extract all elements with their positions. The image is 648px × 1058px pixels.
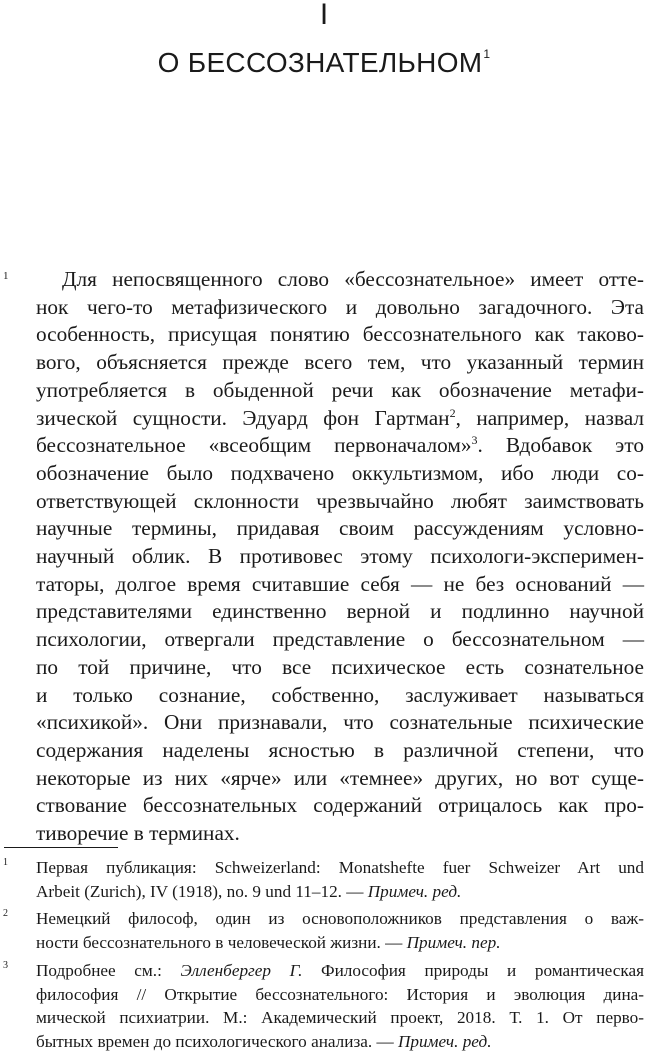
footnote-3	[0, 959, 644, 1054]
footnote-2	[0, 907, 644, 954]
body-line: по той причине, что все психическое есть сознательное	[36, 654, 644, 679]
footnote-line	[36, 959, 644, 983]
body-line-text: , например, назвал	[455, 405, 644, 430]
footnote-text: Философия природы и романтическая	[302, 960, 644, 980]
body-line: обозначение было подхвачено оккультизмом, ибо люди со-	[36, 460, 644, 485]
body-line-text: . Вдобавок это	[477, 433, 644, 458]
footnote-line	[36, 1030, 644, 1054]
chapter-number: I	[319, 0, 329, 31]
body-line: представителями единственно верной и подлинно научной	[36, 599, 644, 624]
body-line: тиворечие в терминах.	[36, 821, 240, 846]
body-line: научные термины, придавая своим рассуждениям условно-	[36, 516, 644, 541]
footnote-line: философия // Открытие бессознательного: История и эволюция дина-	[36, 984, 644, 1004]
footnote-line: Немецкий философ, один из основоположников представления о важ-	[36, 909, 644, 929]
body-paragraph	[36, 266, 644, 848]
footnote-ref-3[interactable]: 3	[471, 433, 478, 448]
footnote-text: бытных времен до психологического анализа. —	[36, 1031, 398, 1051]
paragraph-marker: 1	[3, 270, 9, 282]
body-line: нок чего-то метафизического и довольно загадочного. Эта	[36, 294, 644, 319]
footnote-number: 1	[3, 857, 8, 868]
footnote-editor-note: Примеч. ред.	[367, 881, 462, 901]
footnote-line: мической психиатрии. М.: Академический проект, 2018. Т. 1. От перво-	[36, 1008, 644, 1028]
body-line: вого, объясняется прежде всего тем, что указанный термин	[36, 350, 644, 375]
footnotes	[0, 856, 648, 1058]
footnote-ref-2[interactable]: 2	[449, 405, 456, 420]
body-line-text: бессознательное «всеобщим первоначалом»	[36, 433, 472, 458]
footnote-text: Arbeit (Zurich), IV (1918), no. 9 und 11–12. —	[36, 881, 368, 901]
body-line: особенность, присущая понятию бессознательного как таково-	[36, 322, 644, 347]
footnote-number: 2	[3, 908, 8, 920]
body-line: Для непосвященного слово «бессознательное» имеет отте-	[62, 267, 644, 291]
chapter-title-footnote-ref[interactable]: 1	[483, 47, 491, 61]
footnote-translator-note: Примеч. пер.	[406, 933, 501, 953]
body-line: таторы, долгое время считавшие себя — не без оснований —	[36, 571, 644, 596]
body-line	[36, 405, 644, 433]
body-line: некоторые из них «ярче» или «темнее» других, но вот суще-	[36, 765, 644, 790]
body-line: ответствующей склонности чрезвычайно любят заимствовать	[36, 488, 644, 513]
body-line-text: зической сущности. Эдуард фон Гартман	[36, 405, 450, 430]
footnote-line	[36, 880, 644, 904]
footnote-divider	[4, 847, 118, 848]
footnote-text: ности бессознательного в человеческой жизни. —	[36, 933, 407, 953]
footnote-1	[0, 856, 644, 903]
body-line: употребляется в обыденной речи как обозначение метафи-	[36, 377, 644, 402]
body-line: содержания наделены ясностью в различной степени, что	[36, 737, 644, 762]
body-line: научный облик. В противовес этому психологи-эксперимен-	[36, 544, 644, 569]
footnote-text: Подробнее см.:	[36, 960, 181, 980]
chapter-title-text: О БЕССОЗНАТЕЛЬНОМ	[157, 47, 483, 78]
body-line: и только сознание, собственно, заслуживает называться	[36, 682, 644, 707]
body-line	[36, 432, 644, 460]
body-line: ствование бессознательных содержаний отрицалось как про-	[36, 793, 644, 818]
footnote-number: 3	[3, 959, 8, 971]
footnote-author-name: Элленбергер Г.	[180, 960, 303, 980]
body-line: «психикой». Они признавали, что сознательные психические	[36, 710, 644, 735]
footnote-editor-note: Примеч. ред.	[397, 1031, 492, 1051]
footnote-line	[36, 931, 644, 955]
body-line: психологии, отвергали представление о бессознательном —	[36, 627, 644, 652]
footnote-line: Первая публикация: Schweizerland: Monatshefte fuer Schweizer Art und	[36, 858, 644, 877]
chapter-title	[0, 38, 648, 79]
